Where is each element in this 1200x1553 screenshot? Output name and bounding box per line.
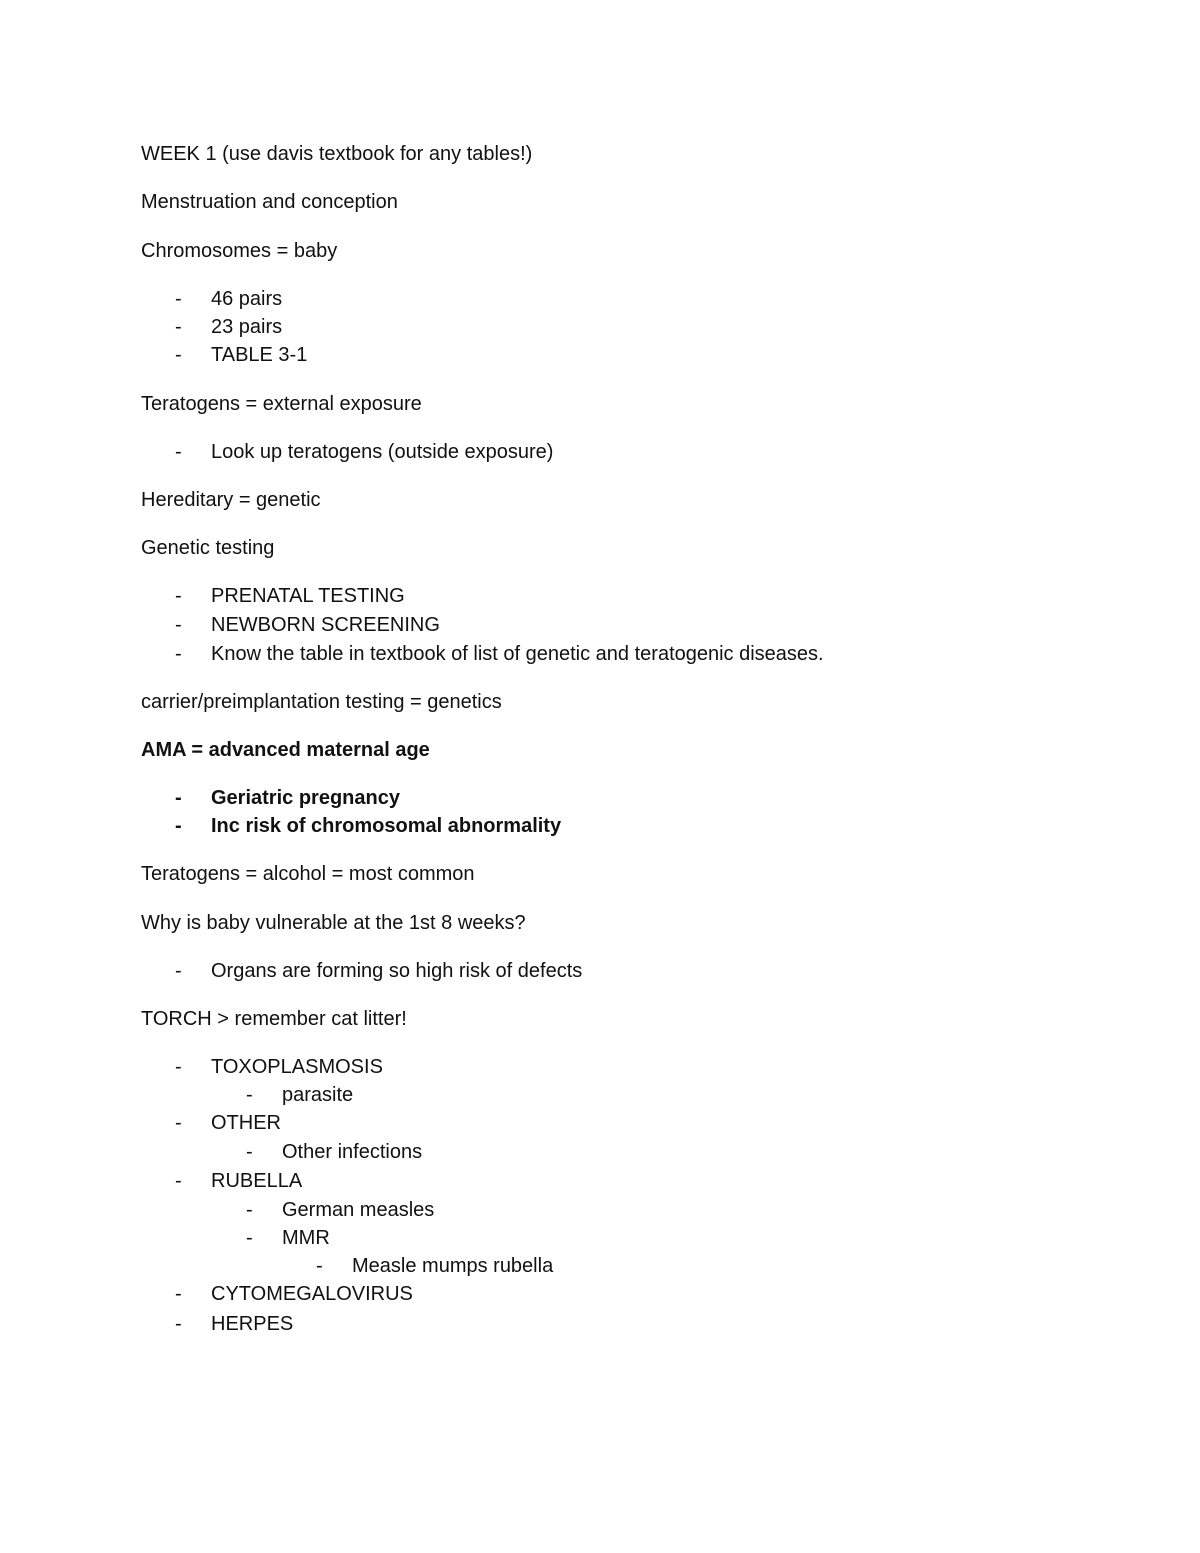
paragraph: carrier/preimplantation testing = genetics xyxy=(141,691,502,713)
paragraph: Genetic testing xyxy=(141,537,275,559)
paragraph: Menstruation and conception xyxy=(141,191,398,213)
list-item-text: TABLE 3-1 xyxy=(211,344,308,366)
paragraph-bold: AMA = advanced maternal age xyxy=(141,739,430,761)
list-item-text: 46 pairs xyxy=(211,288,283,310)
bullet-dash: - xyxy=(175,1313,182,1335)
paragraph: Teratogens = external exposure xyxy=(141,393,422,415)
list-item-text: OTHER xyxy=(211,1112,281,1134)
bullet-dash: - xyxy=(316,1255,323,1277)
list-item-text: RUBELLA xyxy=(211,1170,303,1192)
list-item-text: German measles xyxy=(282,1199,435,1221)
paragraph: Chromosomes = baby xyxy=(141,240,338,262)
paragraph: Teratogens = alcohol = most common xyxy=(141,863,475,885)
bullet-dash: - xyxy=(175,643,182,665)
list-item-text: Inc risk of chromosomal abnormality xyxy=(211,815,562,837)
bullet-dash: - xyxy=(175,1056,182,1078)
list-item-text: PRENATAL TESTING xyxy=(211,585,405,607)
list-item-text: Geriatric pregnancy xyxy=(211,787,400,809)
paragraph: TORCH > remember cat litter! xyxy=(141,1008,407,1030)
heading-week: WEEK 1 (use davis textbook for any tables!) xyxy=(141,143,533,165)
bullet-dash: - xyxy=(175,316,182,338)
bullet-dash: - xyxy=(175,787,182,809)
bullet-dash: - xyxy=(175,585,182,607)
list-item-text: 23 pairs xyxy=(211,316,283,338)
list-item-text: Organs are forming so high risk of defects xyxy=(211,960,583,982)
list-item-text: MMR xyxy=(282,1227,330,1249)
bullet-dash: - xyxy=(175,815,182,837)
bullet-dash: - xyxy=(175,1283,182,1305)
list-item-text: Look up teratogens (outside exposure) xyxy=(211,441,554,463)
bullet-dash: - xyxy=(175,614,182,636)
list-item-text: Measle mumps rubella xyxy=(352,1255,554,1277)
list-item-text: TOXOPLASMOSIS xyxy=(211,1056,383,1078)
bullet-dash: - xyxy=(246,1084,253,1106)
list-item-text: NEWBORN SCREENING xyxy=(211,614,440,636)
list-item-text: parasite xyxy=(282,1084,354,1106)
list-item-text: Know the table in textbook of list of genetic and teratogenic diseases. xyxy=(211,643,824,665)
paragraph: Hereditary = genetic xyxy=(141,489,321,511)
bullet-dash: - xyxy=(175,344,182,366)
bullet-dash: - xyxy=(175,288,182,310)
list-item-text: HERPES xyxy=(211,1313,294,1335)
bullet-dash: - xyxy=(175,1170,182,1192)
bullet-dash: - xyxy=(175,960,182,982)
bullet-dash: - xyxy=(246,1141,253,1163)
bullet-dash: - xyxy=(246,1199,253,1221)
list-item-text: CYTOMEGALOVIRUS xyxy=(211,1283,413,1305)
list-item-text: Other infections xyxy=(282,1141,423,1163)
bullet-dash: - xyxy=(175,441,182,463)
paragraph: Why is baby vulnerable at the 1st 8 weeks? xyxy=(141,912,526,934)
bullet-dash: - xyxy=(246,1227,253,1249)
bullet-dash: - xyxy=(175,1112,182,1134)
